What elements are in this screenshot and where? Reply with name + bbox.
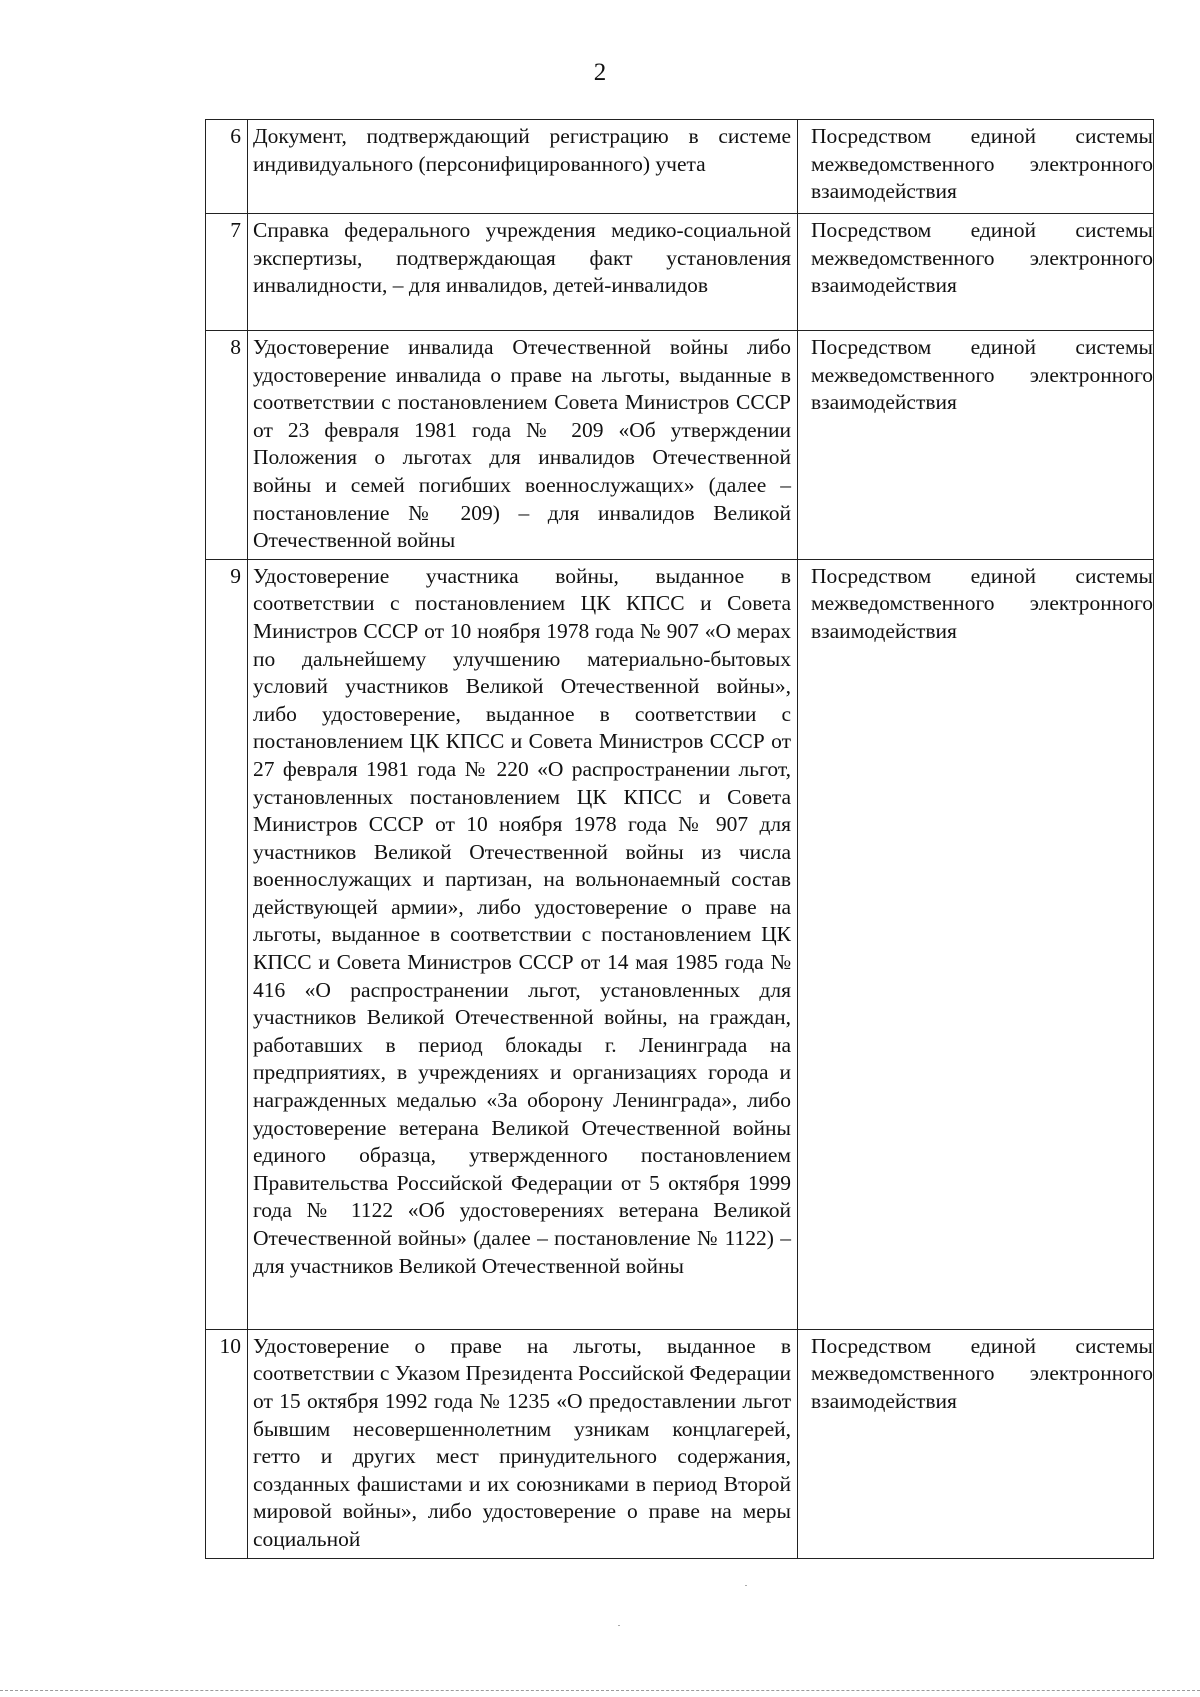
document-description bbox=[248, 1329, 798, 1558]
submission-method: Посредством единой системы межведомственного электронного взаимодействия bbox=[798, 120, 1154, 214]
document-description-text: Документ, подтверждающий регистрацию в системе индивидуального (персонифицированного) учета bbox=[253, 124, 791, 176]
row-number: 9 bbox=[206, 559, 248, 1329]
document-description-text: Удостоверение участника войны, выданное в соответствии с постановлением ЦК КПСС и Совета Министров СССР от 10 ноября 1978 года № 907 «О мерах по дальнейшему улучшению материально-бытовых условий участников Великой Отечественной войны», либо удостоверение, выданное в соответствии с постановлением ЦК КПСС и Совета Министров СССР от 27 февраля 1981 года № 220 «О распространении льгот, установленных постановлением ЦК КПСС и Совета Министров СССР от 10 ноября 1978 года № 907 для участников Великой Отечественной войны из числа военнослужащих и партизан, на вольнонаемный состав действующей армии», либо удостоверение о праве на льготы, выданное в соответствии с постановлением ЦК КПСС и Совета Министров СССР от 14 мая 1985 года № 416 «О распространении льгот, установленных для участников Великой Отечественной войны, на граждан, работавших в период блокады г. Ленинграда на предприятиях, в учреждениях и организациях города и награжденных медалью «За оборону Ленинграда», либо удостоверение ветерана Великой Отечественной войны единого образца, утвержденного постановлением Правительства Российской Федерации от 5 октября 1999 года № 1122 «Об удостоверениях ветерана Великой Отечественной войны» (далее – постановление № 1122) – для участников Великой Отечественной войны bbox=[253, 563, 791, 1278]
documents-table bbox=[205, 119, 1154, 1559]
scan-speck bbox=[745, 1585, 747, 1586]
submission-method: Посредством единой системы межведомственного электронного взаимодействия bbox=[798, 1329, 1154, 1558]
document-description-text: Справка федерального учреждения медико-социальной экспертизы, подтверждающая факт установления инвалидности, – для инвалидов, детей-инвалидов bbox=[253, 218, 791, 298]
document-description-text: Удостоверение о праве на льготы, выданное в соответствии с Указом Президента Российской Федерации от 15 октября 1992 года № 1235 «О предоставлении льгот бывшим несовершеннолетним узникам концлагерей, гетто и других мест принудительного содержания, созданных фашистами и их союзниками в период Второй мировой войны», либо удостоверение о праве на меры социальной bbox=[253, 1333, 791, 1551]
row-number: 10 bbox=[206, 1329, 248, 1558]
row-number: 6 bbox=[206, 120, 248, 214]
document-description bbox=[248, 331, 798, 560]
submission-method: Посредством единой системы межведомственного электронного взаимодействия bbox=[798, 559, 1154, 1329]
row-number: 7 bbox=[206, 214, 248, 331]
document-description-text: Удостоверение инвалида Отечественной войны либо удостоверение инвалида о праве на льготы, выданные в соответствии с постановлением Совета Министров СССР от 23 февраля 1981 года № 209 «Об утверждении Положения о льготах для инвалидов Отечественной войны и семей погибших военнослужащих» (далее – постановление № 209) – для инвалидов Великой Отечественной войны bbox=[253, 335, 791, 553]
table-row bbox=[206, 331, 1154, 560]
table-row bbox=[206, 214, 1154, 331]
scan-edge-line bbox=[0, 1690, 1200, 1691]
table-row bbox=[206, 1329, 1154, 1558]
page-number: 2 bbox=[593, 59, 607, 86]
scan-speck bbox=[618, 1625, 620, 1626]
submission-method: Посредством единой системы межведомственного электронного взаимодействия bbox=[798, 331, 1154, 560]
document-description bbox=[248, 214, 798, 331]
row-number: 8 bbox=[206, 331, 248, 560]
table-row bbox=[206, 120, 1154, 214]
document-description bbox=[248, 559, 798, 1329]
submission-method: Посредством единой системы межведомственного электронного взаимодействия bbox=[798, 214, 1154, 331]
table-row bbox=[206, 559, 1154, 1329]
document-description bbox=[248, 120, 798, 214]
